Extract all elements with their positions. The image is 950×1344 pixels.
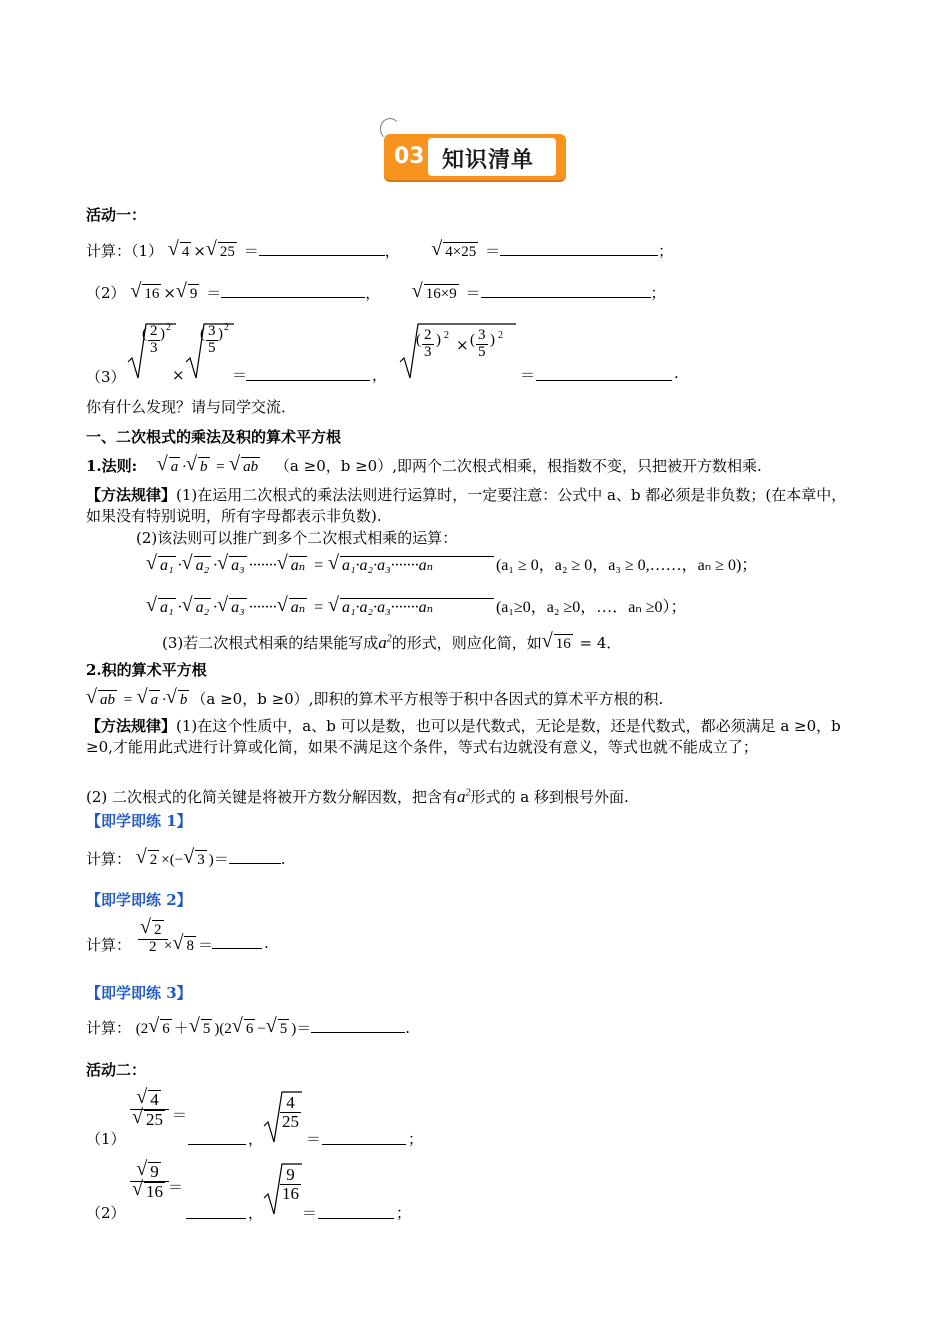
answer-blank[interactable] — [311, 1018, 405, 1033]
section1-heading: 一、二次根式的乘法及积的算术平方根 — [86, 428, 342, 446]
activity1-heading: 活动一： — [86, 206, 147, 224]
practice-1-title: 【即学即练 1】 — [86, 812, 192, 830]
activity1-question: 你有什么发现？请与同学交流． — [86, 398, 297, 416]
answer-blank[interactable] — [212, 934, 262, 949]
answer-blank[interactable] — [246, 366, 370, 381]
practice-3-title: 【即学即练 3】 — [86, 984, 192, 1002]
practice-2-title: 【即学即练 2】 — [86, 891, 192, 909]
answer-blank[interactable] — [318, 1204, 394, 1219]
activity2-heading: 活动二： — [86, 1061, 147, 1079]
answer-blank[interactable] — [229, 849, 281, 864]
practice-1-problem: 计算： √ 2 ×(−√ 3 )＝ . — [86, 848, 286, 869]
answer-blank[interactable] — [188, 1130, 246, 1145]
answer-blank[interactable] — [481, 283, 651, 298]
method-paragraph-3: (3)若二次根式相乘的结果能写成$a^2$的形式，则应化简，如√ 16 = 4． — [162, 632, 621, 653]
product-heading: 2.积的算术平方根 — [86, 661, 207, 679]
practice-3-problem: 计算： (2√ 6 ＋√ 5 )(2√ 6 −√ 5 )＝ . — [86, 1017, 410, 1038]
method-paragraph-2: (2)该法则可以推广到多个二次根式相乘的运算： — [136, 529, 458, 547]
activity1-q2: （2） √ 16 ×√ 9 ＝ ， √ 16×9 ＝ ； — [86, 282, 666, 303]
rule-line: 1.法则: √ a ·√ b = √ ab （a ≥0，b ≥0）,即两个二次根式相乘，根指数不变，只把被开方数相乘. — [86, 455, 762, 476]
banner-number: 03 — [394, 144, 425, 169]
section-banner — [384, 134, 566, 182]
answer-blank[interactable] — [500, 241, 658, 256]
activity1-q1: 计算：（1） √ 4 ×√ 25 ＝ ， √ 4×25 ＝ ； — [86, 240, 673, 261]
answer-blank[interactable] — [259, 241, 385, 256]
answer-blank[interactable] — [221, 283, 365, 298]
general-formula-2: √ a₁ ·√ a₂ ·√ a₃ ·······√ aₙ = √ a₁·a₂·a₃·······aₙ (a₁≥0，a₂ ≥0，…．aₙ ≥0）； — [146, 594, 686, 617]
answer-blank[interactable] — [322, 1130, 406, 1145]
method-b-paragraph-2: (2) 二次根式的化简关键是将被开方数分解因数，把含有$a^2$形式的 a 移到根号外面. — [86, 787, 629, 806]
method-paragraph-1: 【方法规律】(1)在运用二次根式的乘法法则进行运算时，一定要注意：公式中 a、b 都必须是非负数；(在本章中， 如果没有特别说明，所有字母都表示非负数). — [86, 486, 854, 525]
general-formula-1: √ a₁ ·√ a₂ ·√ a₃ ·······√ aₙ = √ a₁·a₂·a₃·······aₙ (a₁ ≥ 0，a₂ ≥ 0，a₃ ≥ 0,……，aₙ ≥ 0)； — [146, 552, 757, 575]
answer-blank[interactable] — [186, 1204, 246, 1219]
answer-blank[interactable] — [536, 366, 672, 381]
product-rule-line: √ ab = √ a ·√ b （a ≥0，b ≥0）,即积的算术平方根等于积中各因式的算术平方根的积. — [86, 688, 663, 709]
banner-title: 知识清单 — [442, 148, 535, 173]
method-b-paragraph-1: 【方法规律】(1)在这个性质中，a、b 可以是数，也可以是代数式，无论是数，还是代数式，都必须满足 a ≥0，b ≥0,才能用此式进行计算或化简，如果不满足这个条件，等式右边就没有意义，等式也就不能成立了； — [86, 717, 841, 756]
